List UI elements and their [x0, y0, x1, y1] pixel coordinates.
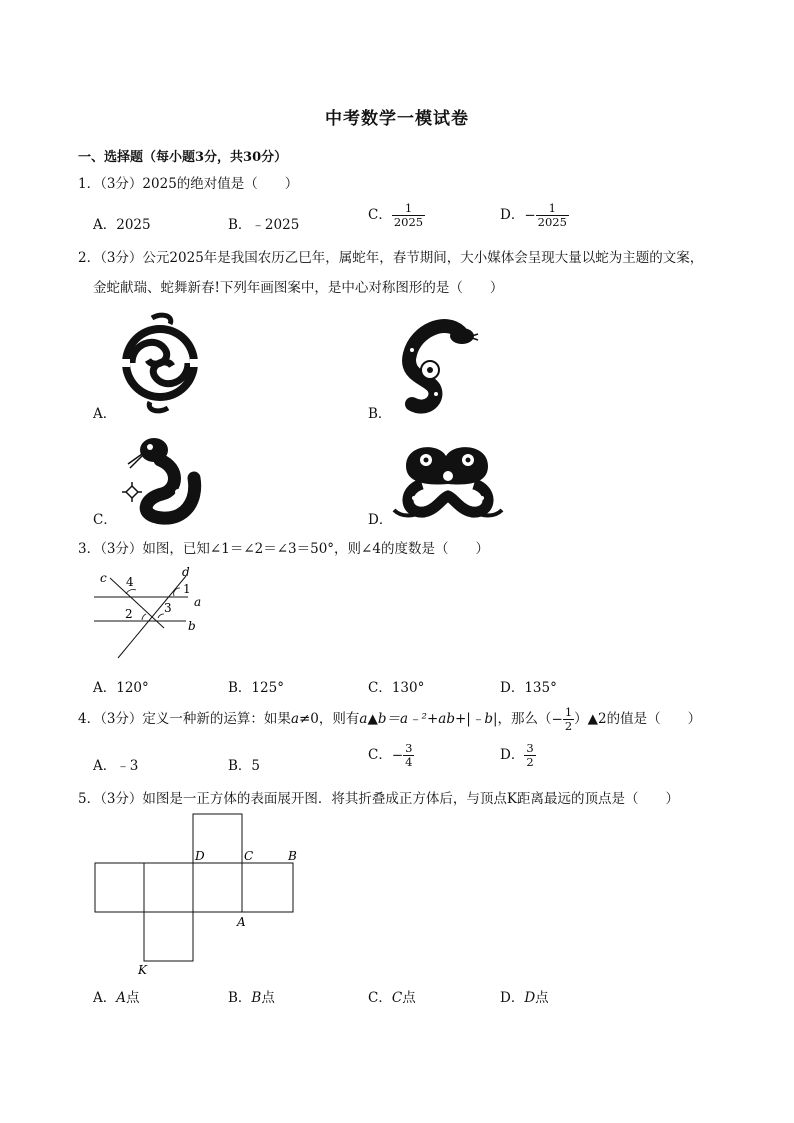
- negative-sign: −: [391, 747, 404, 764]
- q5-option-a-var: A: [116, 990, 126, 1006]
- q4-option-b[interactable]: B．5: [228, 758, 261, 774]
- q5-option-c-var: C: [391, 990, 403, 1006]
- q4-option-d[interactable]: [500, 742, 536, 769]
- snake-image-d[interactable]: [392, 436, 504, 522]
- vertex-label-a: A: [237, 915, 246, 929]
- fraction-numerator: 1: [404, 201, 413, 215]
- q4-mid: ，那么（: [497, 711, 552, 727]
- q4-neq: ≠0，则有: [299, 711, 360, 727]
- q4-option-c-prefix: C．: [368, 747, 392, 763]
- label-2: 2: [125, 607, 133, 621]
- label-d: d: [182, 565, 190, 579]
- parallel-lines-figure: [94, 566, 214, 662]
- q5-option-b-var: B: [251, 990, 262, 1006]
- vertex-label-b: B: [288, 849, 297, 863]
- fraction-numerator: 3: [405, 741, 413, 755]
- label-4: 4: [126, 575, 134, 589]
- question-4-text: [78, 704, 701, 735]
- q2-option-c[interactable]: C．: [93, 512, 117, 528]
- fraction-denominator: 4: [405, 755, 413, 769]
- q5-option-a[interactable]: [93, 986, 140, 1006]
- q5-option-c[interactable]: [368, 986, 416, 1006]
- q4-option-c[interactable]: [368, 742, 414, 769]
- question-2-line-1: 2．（3分）公元2025年是我国农历乙巳年，属蛇年，春节期间，大小媒体会呈现大量以蛇为主题的文案，: [78, 250, 704, 266]
- q4-prefix: 4．（3分）定义一种新的运算：如果: [78, 711, 291, 727]
- q1-option-b[interactable]: B．﹣2025: [228, 217, 300, 233]
- negative-sign: −: [551, 711, 563, 728]
- q3-option-d[interactable]: D．135°: [500, 680, 557, 696]
- q4-option-a[interactable]: A．﹣3: [93, 758, 139, 774]
- label-c: c: [100, 571, 107, 585]
- question-1-text: 1．（3分）2025的绝对值是（ ）: [78, 176, 299, 192]
- q5-option-b-suffix: 点: [261, 990, 275, 1006]
- fraction-denominator: 2025: [393, 215, 424, 229]
- vertex-label-c: C: [244, 849, 254, 863]
- q5-option-d-suffix: 点: [535, 990, 549, 1006]
- label-b: b: [188, 619, 196, 633]
- q4-suffix: ）▲2的值是（ ）: [574, 711, 702, 727]
- fraction-denominator: 2025: [537, 215, 567, 229]
- q4-option-c-fraction: [403, 742, 414, 769]
- snake-image-b[interactable]: [390, 320, 480, 416]
- q5-option-c-prefix: C．: [368, 990, 392, 1006]
- q1-option-c-fraction: [392, 202, 425, 229]
- fraction-denominator: 2: [526, 755, 534, 769]
- label-1: 1: [183, 582, 191, 596]
- q1-option-d-prefix: D．: [500, 207, 525, 223]
- label-a: a: [194, 595, 202, 609]
- q1-option-d-fraction: [536, 202, 569, 229]
- q1-option-c[interactable]: [368, 202, 425, 229]
- q5-option-d[interactable]: [500, 986, 549, 1006]
- fraction-denominator: 2: [564, 719, 573, 733]
- cube-net-figure: [90, 812, 310, 980]
- q5-option-a-suffix: 点: [126, 990, 140, 1006]
- q2-option-d[interactable]: D．: [368, 512, 393, 528]
- vertex-label-k: K: [138, 963, 147, 977]
- page-title: 中考数学一模试卷: [325, 109, 469, 129]
- snake-image-a[interactable]: [118, 312, 204, 414]
- q5-option-b-prefix: B．: [228, 990, 252, 1006]
- q5-option-b[interactable]: [228, 986, 275, 1006]
- q5-option-c-suffix: 点: [402, 990, 416, 1006]
- snake-image-c[interactable]: [118, 432, 206, 524]
- negative-sign: −: [524, 207, 536, 224]
- q1-option-c-prefix: C．: [368, 207, 392, 223]
- q4-option-d-fraction: [524, 742, 535, 769]
- fraction-numerator: 1: [564, 705, 573, 719]
- q4-fraction: [563, 706, 574, 733]
- q4-var-a: a: [290, 711, 299, 727]
- fraction-numerator: 3: [526, 741, 534, 755]
- question-3-text: 3．（3分）如图，已知∠1＝∠2＝∠3＝50°，则∠4的度数是（ ）: [78, 541, 489, 557]
- q2-option-b[interactable]: B．: [368, 406, 392, 422]
- q5-option-d-prefix: D．: [500, 990, 525, 1006]
- question-2-line-2: 金蛇献瑞、蛇舞新春!下列年画图案中，是中心对称图形的是（ ）: [93, 280, 504, 296]
- q3-option-a[interactable]: A．120°: [93, 680, 149, 696]
- q5-option-a-prefix: A．: [93, 990, 117, 1006]
- q1-option-d[interactable]: [500, 202, 569, 229]
- q4-option-d-prefix: D．: [500, 747, 525, 763]
- label-3: 3: [164, 601, 172, 615]
- q2-option-a[interactable]: A．: [93, 406, 117, 422]
- q5-option-d-var: D: [524, 990, 536, 1006]
- vertex-label-d: D: [195, 849, 205, 863]
- q4-formula: ▲b＝a﹣²+ab+|﹣b|: [367, 711, 498, 727]
- question-5-text: 5．（3分）如图是一正方体的表面展开图．将其折叠成正方体后，与顶点K距离最远的顶点是（ ）: [78, 791, 680, 807]
- fraction-numerator: 1: [548, 201, 556, 215]
- section-heading: 一、选择题（每小题3分，共30分）: [78, 150, 288, 165]
- q4-var-a: a: [359, 711, 368, 727]
- q3-option-c[interactable]: C．130°: [368, 680, 425, 696]
- q1-option-a[interactable]: A．2025: [93, 217, 151, 233]
- q3-option-b[interactable]: B．125°: [228, 680, 284, 696]
